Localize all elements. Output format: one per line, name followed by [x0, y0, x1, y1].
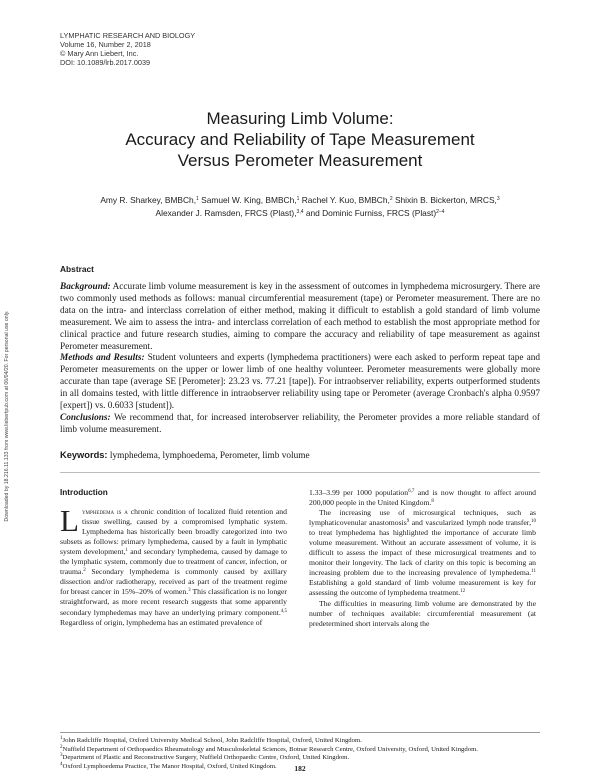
page-number: 182: [294, 764, 306, 773]
intro-paragraph-2: [309, 508, 536, 598]
footnote-1: [60, 737, 540, 746]
footnote-text: John Radcliffe Hospital, Oxford University Medical School, John Radcliffe Hospital, Oxford, United Kingdom.: [62, 737, 362, 744]
author-affiliation-sup: 2: [389, 196, 393, 202]
author-bickerton: Shixin B. Bickerton, MRCS,: [394, 195, 497, 205]
author-king: Samuel W. King, BMBCh,: [201, 195, 297, 205]
author-affiliation-sup: 3,4: [296, 209, 304, 215]
author-sharkey: Amy R. Sharkey, BMBCh,: [100, 195, 197, 205]
download-sidebar: [0, 255, 14, 580]
author-affiliation-sup: 1: [196, 196, 199, 202]
download-notice: Downloaded by 18.216.11.133 from www.liebertpub.com at 06/04/20. For personal use only.: [4, 310, 10, 522]
intro-paragraph-1-continued: [309, 488, 536, 508]
author-affiliation-sup: 3: [496, 196, 500, 202]
body-column-left: [60, 488, 287, 628]
abstract-conclusions: [60, 413, 540, 437]
abstract-heading: Abstract: [60, 264, 94, 274]
footnote-text: Nuffield Department of Orthopaedics Rheumatology and Musculoskeletal Sciences, Botnar Research Centre, Oxford University, Oxford, United Kingdom.: [62, 745, 478, 753]
footnote-sup: 2: [60, 744, 63, 750]
intro-text: 1.33–3.99 per 1000 population: [309, 488, 409, 497]
background-label: Background:: [60, 282, 111, 292]
keywords-label: Keywords:: [60, 450, 108, 460]
footnote-sup: 4: [60, 761, 63, 767]
intro-paragraph-1: [60, 503, 288, 628]
footnote-sup: 3: [60, 753, 63, 759]
keywords-text: lymphedema, lymphoedema, Perometer, limb volume: [109, 451, 310, 461]
article-title: [60, 108, 540, 171]
abstract-background: [60, 282, 540, 353]
author-affiliation-sup: 1: [296, 196, 300, 202]
journal-name: LYMPHATIC RESEARCH AND BIOLOGY: [60, 31, 196, 40]
intro-text: chronic condition of localized fluid retention and tissue swelling, caused by a compromised lymphatic system. Lymphedema has historically been broadly categorized into two subsets as follows: primary lymphedema, caused by a fault in lymphatic system development,: [60, 507, 287, 557]
title-line-2: Accuracy and Reliability of Tape Measurement: [125, 130, 475, 149]
footnote-text: Department of Plastic and Reconstructive Surgery, Nuffield Orthopaedic Centre, Oxford, United Kingdom.: [62, 754, 350, 762]
intro-text: This classification is no longer straightforward, as more recent research suggests that some apparently secondary lymphedemas may have an underlying primary component.: [60, 587, 287, 617]
footnote-3: [60, 754, 540, 763]
body-column-right: [309, 488, 536, 629]
abstract-body: [60, 282, 540, 437]
author-furniss: and Dominic Furniss, FRCS (Plast): [305, 208, 437, 218]
footnote-sup: 1: [60, 736, 63, 741]
intro-text: The increasing use of microsurgical techniques, such as lymphaticovenular anastomosis: [309, 508, 536, 528]
intro-text: and secondary lymphedema, caused by damage to the lymphatic system, commonly due to treatment of cancer, infection, or trauma.: [60, 547, 287, 577]
author-kuo: Rachel Y. Kuo, BMBCh,: [301, 195, 390, 205]
conclusions-label: Conclusions:: [60, 412, 111, 423]
drop-cap: L: [60, 503, 79, 539]
citation-sup: 9: [406, 519, 410, 525]
citation-sup: 3: [188, 588, 191, 594]
citation-sup: 8: [431, 499, 434, 505]
author-ramsden: Alexander J. Ramsden, FRCS (Plast),: [155, 208, 297, 218]
intro-text: and is now thought to affect around 200,000 people in the United Kingdom.: [309, 488, 537, 508]
journal-header: [60, 31, 195, 67]
journal-volume: Volume 16, Number 2, 2018: [60, 40, 151, 49]
journal-publisher: © Mary Ann Liebert, Inc.: [60, 49, 139, 58]
intro-text: The difficulties in measuring limb volume are demonstrated by the number of techniques available: circumferential measurement (at predetermined short intervals along the: [309, 598, 536, 628]
intro-smallcaps: ymphedema is a: [81, 507, 128, 517]
abstract-methods: [60, 353, 540, 413]
methods-label: Methods and Results:: [60, 353, 145, 364]
citation-sup: 6,7: [408, 489, 415, 494]
background-text: Accurate limb volume measurement is key in the assessment of outcomes in lymphedema microsurgery. There are two commonly used methods as follows: manual circumferential measurement (tape) or Perometer measurement. There are no data on the intra- and interclass correlation of either method, making it difficult to establish a gold standard of limb volume measurement. We aim to assess the intra- and interclass correlation of each method to establish the most appropriate method for clinical practice and future research studies, aiming to compare the accuracy and reliability of tape measurement as against Perometer measurement.: [60, 282, 540, 352]
citation-sup: 12: [460, 589, 466, 595]
keywords: [60, 450, 540, 461]
citation-sup: 10: [531, 519, 536, 525]
intro-paragraph-3: [309, 599, 536, 629]
section-divider: [60, 472, 540, 473]
methods-text: Student volunteers and experts (lymphedema practitioners) were each asked to perform repeat tape and Perometer measurements on the upper or lower limb of one healthy volunteer. Perometer measurements were globally more accurate than tape (average SE [Perometer]: 23.23 vs. 77.21 [tape]). For intraobserver reliability, experts outperformed students in all domains tested, with little difference in intraobserver reliability using tape or Perometer (average Cronbach's alpha 0.9597 [expert]) vs. 0.6033 [student]).: [60, 353, 541, 412]
introduction-heading: Introduction: [60, 488, 108, 497]
intro-text: and vascularized lymph node transfer,: [411, 518, 531, 528]
citation-sup: 2: [83, 568, 86, 574]
title-line-1: Measuring Limb Volume:: [206, 109, 394, 128]
journal-doi: DOI: 10.1089/lrb.2017.0039: [60, 58, 151, 67]
author-list: [60, 194, 540, 220]
footnote-text: Oxford Lymphoedema Practice, The Manor Hospital, Oxford, United Kingdom.: [62, 762, 277, 770]
conclusions-text: We recommend that, for increased interobserver reliability, the Perometer provides a more reliable standard of limb volume measurement.: [60, 412, 540, 435]
intro-text: Establishing a gold standard of limb volume measurement is key for assessing the outcome of lymphedema treatment.: [309, 578, 536, 598]
footnote-2: [60, 746, 540, 755]
author-affiliation-sup: 2–4: [436, 209, 445, 215]
citation-sup: 4,5: [280, 608, 287, 614]
intro-text: Secondary lymphedema is commonly caused by axillary dissection and/or radiotherapy, received as part of the treatment regime for breast cancer in 15%–20% of women.: [60, 567, 288, 597]
citation-sup: 1: [125, 548, 128, 554]
intro-text: to treat lymphedema has highlighted the importance of accurate limb volume measurement. Without an accurate assessment of volume, it is difficult to assess the impact of these microsurgical treatments and to monitor their longevity. The lack of clarity on this topic is becoming an increasing problem due to the increasing prevalence of lymphedema.: [309, 528, 536, 578]
footnote-divider: [60, 732, 540, 733]
title-line-3: Versus Perometer Measurement: [177, 151, 423, 170]
intro-text: Regardless of origin, lymphedema has an estimated prevalence of: [60, 617, 263, 627]
citation-sup: 11: [531, 569, 536, 575]
